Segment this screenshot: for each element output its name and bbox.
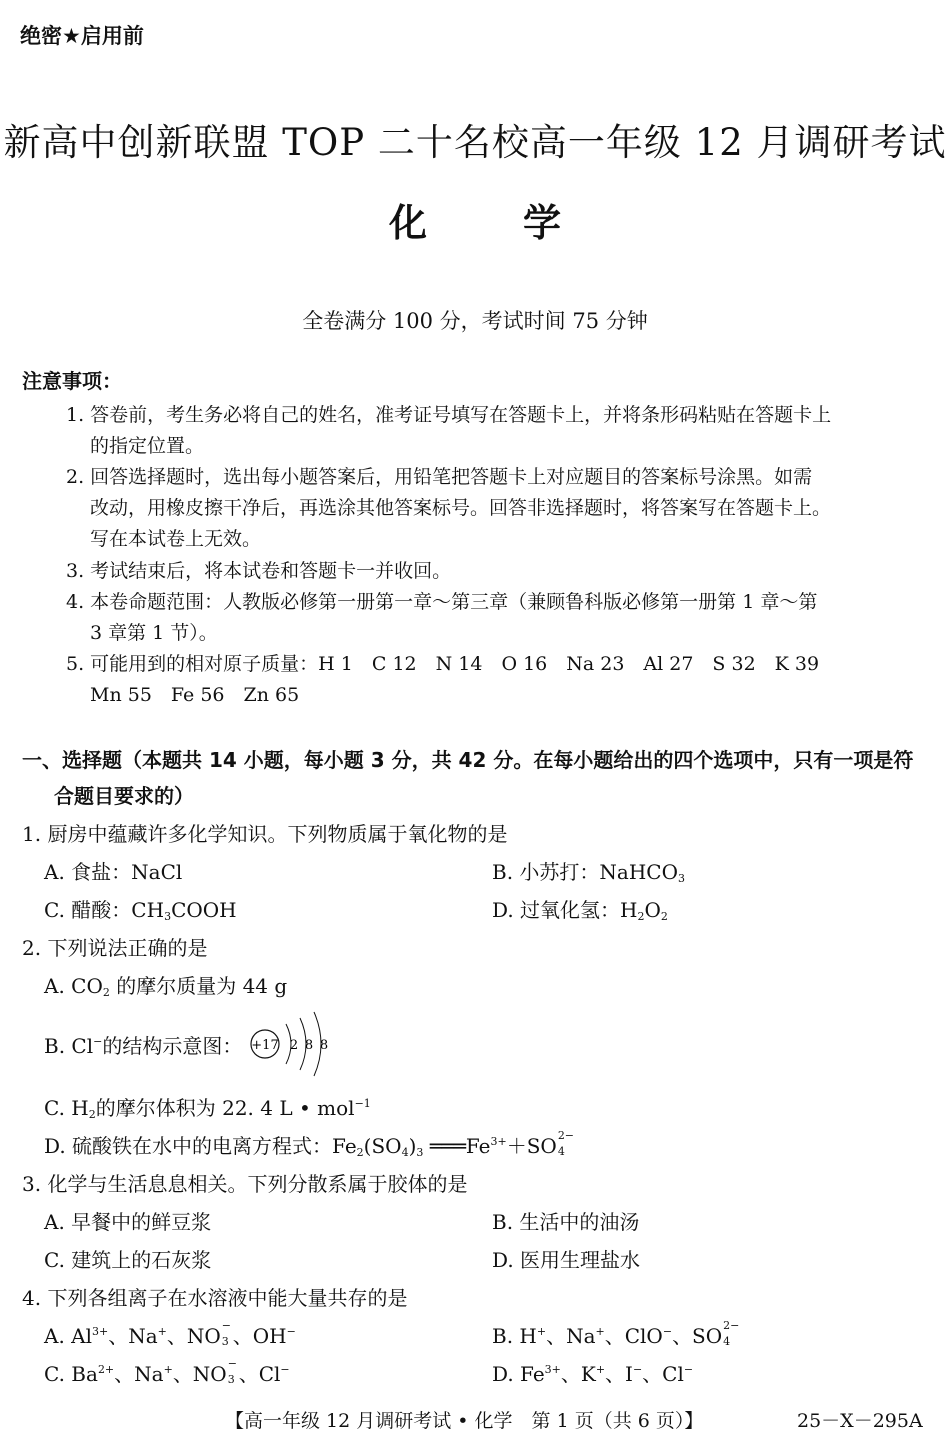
question-1-stem: 1. 厨房中蕴藏许多化学知识。下列物质属于氧化物的是 bbox=[22, 822, 508, 846]
question-2-stem: 2. 下列说法正确的是 bbox=[22, 936, 208, 960]
note-2-line-2: 改动，用橡皮擦干净后，再选涂其他答案标号。回答非选择题时，将答案写在答题卡上。 bbox=[90, 497, 832, 519]
question-2-option-a: A. $CO_2$ 的摩尔质量为 44 g bbox=[44, 974, 288, 999]
score-time-info: 全卷满分 100 分，考试时间 75 分钟 bbox=[302, 309, 648, 333]
question-3-option-b: B. 生活中的油汤 bbox=[492, 1210, 640, 1234]
question-1-option-c: C. 醋酸：$CH_3COOH$ bbox=[44, 898, 237, 923]
question-3-option-a: A. 早餐中的鲜豆浆 bbox=[44, 1210, 212, 1234]
question-4-option-b: B. H+、Na+、ClO−、SO 2− 4 bbox=[492, 1319, 740, 1348]
question-3-stem: 3. 化学与生活息息相关。下列分散系属于胶体的是 bbox=[22, 1172, 468, 1196]
question-3-option-c: C. 建筑上的石灰浆 bbox=[44, 1248, 212, 1272]
note-5-line-2: Mn 55 Fe 56 Zn 65 bbox=[90, 684, 300, 706]
shell-2-electrons: 8 bbox=[304, 1038, 314, 1053]
question-2-option-c: C. $H_2$的摩尔体积为 22. 4 L • mol$^{-1}$ bbox=[44, 1096, 371, 1121]
question-4-stem: 4. 下列各组离子在水溶液中能大量共存的是 bbox=[22, 1286, 408, 1310]
note-2-line-1: 2. 回答选择题时，选出每小题答案后，用铅笔把答题卡上对应题目的答案标号涂黑。如需 bbox=[66, 466, 813, 488]
page-footer: 【高一年级 12 月调研考试 • 化学 第 1 页（共 6 页）】 bbox=[225, 1410, 704, 1432]
note-4-line-1: 4. 本卷命题范围：人教版必修第一册第一章～第三章（兼顾鲁科版必修第一册第 1 章～第 bbox=[66, 591, 818, 613]
subject-char-1: 化 bbox=[388, 201, 427, 245]
shell-1-electrons: 2 bbox=[289, 1038, 299, 1053]
confidential-label: 绝密★启用前 bbox=[20, 24, 144, 48]
notes-heading: 注意事项： bbox=[22, 369, 122, 393]
question-2-option-d: D. 硫酸铁在水中的电离方程式：$Fe_2(SO_4)_3$ $═══Fe^{3+}+SO$ 2− 4 bbox=[44, 1129, 575, 1159]
question-4-option-a: A. $Al^{3+}$、Na+、NO − 3 、OH− bbox=[44, 1319, 296, 1348]
question-4-option-c: C. $Ba^{2+}$、Na+、NO − 3 、Cl− bbox=[44, 1357, 290, 1386]
question-1-option-b: B. 小苏打：NaHCO$_3$ bbox=[492, 860, 685, 885]
note-4-line-2: 3 章第 1 节）。 bbox=[90, 622, 218, 644]
note-1-line-2: 的指定位置。 bbox=[90, 435, 205, 457]
subject-char-2: 学 bbox=[523, 201, 562, 245]
chloride-ion-structure-diagram bbox=[250, 1010, 340, 1080]
nucleus-charge: +17 bbox=[251, 1038, 279, 1053]
question-4-option-d: D. $Fe^{3+}$、K+、I−、Cl− bbox=[492, 1362, 694, 1386]
shell-3-electrons: 8 bbox=[319, 1038, 329, 1053]
section-1-heading-line-2: 合题目要求的） bbox=[54, 784, 194, 808]
subject-title bbox=[0, 192, 950, 247]
note-2-line-3: 写在本试卷上无效。 bbox=[90, 528, 262, 550]
question-1-option-a: A. 食盐：NaCl bbox=[44, 860, 183, 884]
question-1-option-d: D. 过氧化氢：$H_2O_2$ bbox=[492, 898, 668, 923]
note-1-line-1: 1. 答卷前，考生务必将自己的姓名，准考证号填写在答题卡上，并将条形码粘贴在答题卡上 bbox=[66, 404, 832, 426]
exam-title: 新高中创新联盟 TOP 二十名校高一年级 12 月调研考试 bbox=[3, 121, 947, 164]
note-5-line-1: 5. 可能用到的相对原子质量：H 1 C 12 N 14 O 16 Na 23 Al 27 S 32 K 39 bbox=[66, 653, 820, 675]
question-3-option-d: D. 医用生理盐水 bbox=[492, 1248, 641, 1272]
section-1-heading-line-1: 一、选择题（本题共 14 小题，每小题 3 分，共 42 分。在每小题给出的四个选项中，只有一项是符 bbox=[22, 748, 914, 772]
reaction-equals-sign: ═══ bbox=[423, 1134, 466, 1158]
question-2-option-b: B. Cl−的结构示意图： bbox=[44, 1034, 243, 1058]
note-3: 3. 考试结束后，将本试卷和答题卡一并收回。 bbox=[66, 560, 452, 582]
exam-code: 25－X－295A bbox=[797, 1410, 923, 1432]
